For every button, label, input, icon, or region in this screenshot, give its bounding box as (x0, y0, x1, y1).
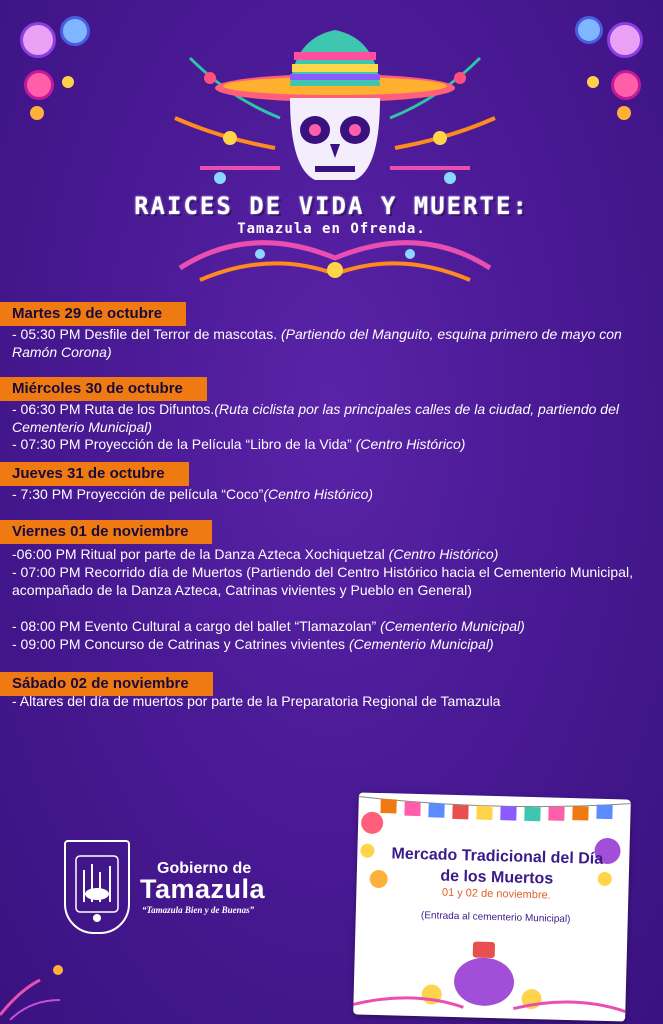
event-title: RAICES DE VIDA Y MUERTE: (134, 192, 529, 220)
schedule-item: - 07:00 PM Recorrido día de Muertos (Partiendo del Centro Histórico hacia el Cementerio Municipal, acompañado de la Danza Azteca, Catrinas vivientes y Pueblo en General) (12, 564, 633, 598)
corner-flowers-right (565, 14, 655, 124)
event-subtitle: Tamazula en Ofrenda. (237, 221, 426, 237)
schedule-item: - 7:30 PM Proyección de película “Coco”(Centro Histórico) (12, 486, 374, 502)
market-dates: 01 y 02 de noviembre. (441, 886, 551, 902)
schedule-item: - 07:30 PM Proyección de la Película “Libro de la Vida” (Centro Histórico) (12, 436, 466, 452)
flourish-bottom-icon (180, 243, 490, 280)
market-title: Mercado Tradicional del Día de los Muertos (391, 845, 604, 888)
corner-flowers-left (10, 14, 100, 124)
logo-line-2: Tamazula (140, 874, 266, 904)
shield-emblem-icon (66, 842, 128, 930)
day-tag-1: Martes 29 de octubre (0, 302, 186, 326)
logo-line-1: Gobierno de (157, 860, 252, 877)
schedule-item: - 09:00 PM Concurso de Catrinas y Catrines vivientes (Cementerio Municipal) (12, 636, 494, 652)
day-tag-5: Sábado 02 de noviembre (0, 672, 213, 696)
day-tag-2: Miércoles 30 de octubre (0, 377, 207, 401)
market-card (353, 792, 631, 1021)
schedule-item: - 05:30 PM Desfile del Terror de mascotas. (Partiendo del Manguito, esquina primero de mayo con Ramón Corona) (12, 326, 622, 360)
corner-branch-icon (0, 960, 80, 1020)
skull-sombrero-illustration (170, 18, 500, 298)
day-tag-4: Viernes 01 de noviembre (0, 520, 212, 544)
market-note: (Entrada al cementerio Municipal) (420, 910, 571, 926)
municipal-shield-logo (64, 840, 130, 934)
schedule-item: - Altares del día de muertos por parte de la Preparatoria Regional de Tamazula (12, 693, 501, 709)
schedule-item: -06:00 PM Ritual por parte de la Danza Azteca Xochiquetzal (Centro Histórico) (12, 546, 499, 562)
schedule-item: - 06:30 PM Ruta de los Difuntos.(Ruta ciclista por las principales calles de la ciudad, partiendo del Cementerio Municipal) (12, 401, 619, 435)
logo-tagline: “Tamazula Bien y de Buenas” (142, 905, 255, 915)
papel-picado-icon (353, 792, 631, 1021)
day-tag-3: Jueves 31 de octubre (0, 462, 189, 486)
schedule-item: - 08:00 PM Evento Cultural a cargo del ballet “Tlamazolan” (Cementerio Municipal) (12, 618, 525, 634)
